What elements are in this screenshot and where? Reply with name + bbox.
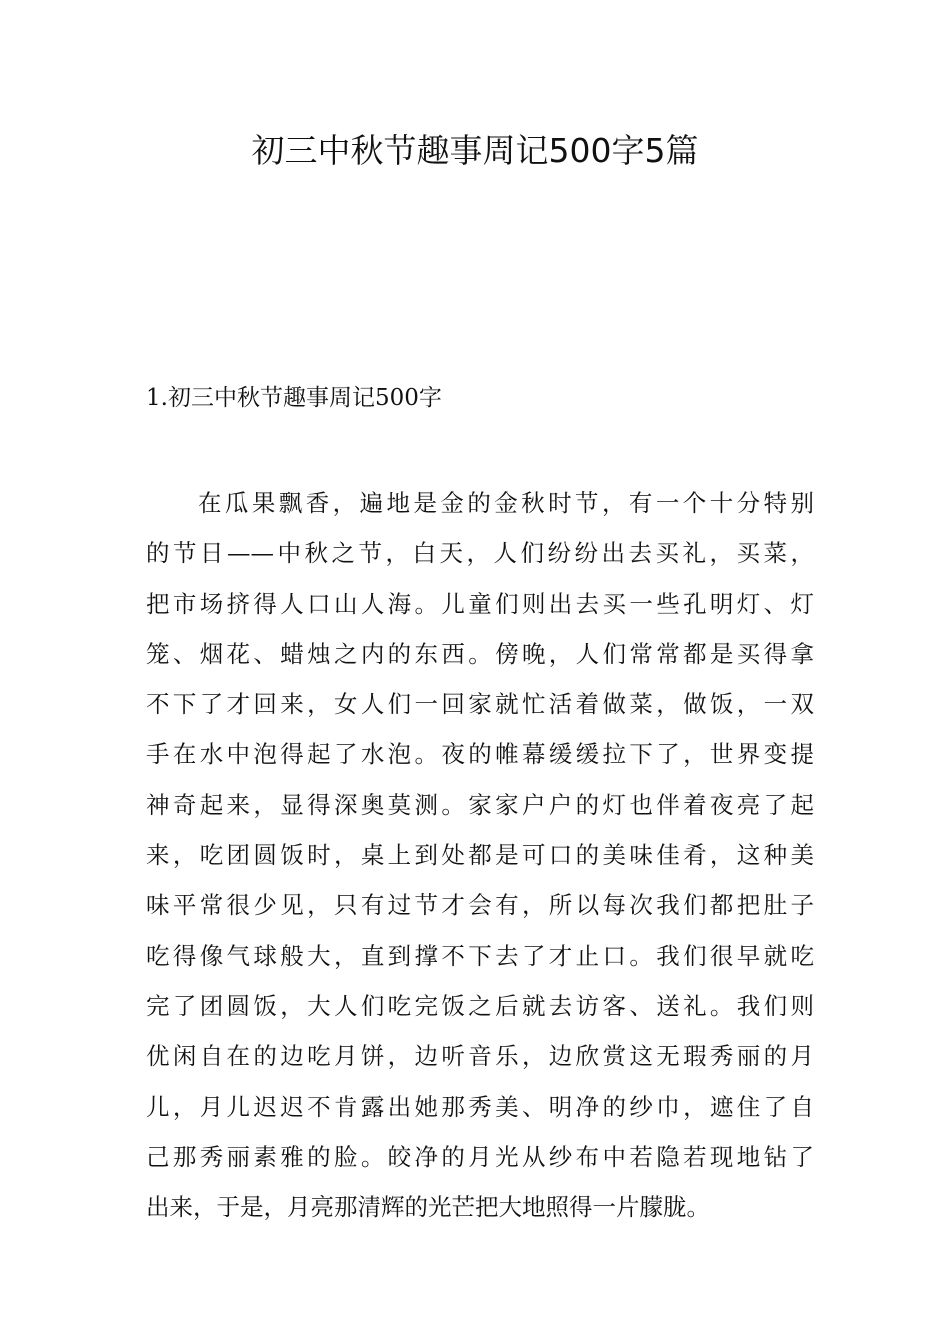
paragraph-line: 味平常很少见，只有过节才会有，所以每次我们都把肚子 <box>146 891 814 920</box>
paragraph-line: 儿，月儿迟迟不肯露出她那秀美、明净的纱巾，遮住了自 <box>146 1092 814 1121</box>
paragraph-line: 出来，于是，月亮那清辉的光芒把大地照得一片朦胧。 <box>146 1193 710 1222</box>
paragraph-line: 的节日——中秋之节，白天，人们纷纷出去买礼，买菜， <box>146 539 814 568</box>
section-heading: 1.初三中秋节趣事周记500字 <box>146 385 442 411</box>
paragraph-line: 来，吃团圆饭时，桌上到处都是可口的美味佳肴，这种美 <box>146 841 814 870</box>
paragraph-line: 神奇起来，显得深奥莫测。家家户户的灯也伴着夜亮了起 <box>146 790 814 819</box>
paragraph-line: 不下了才回来，女人们一回家就忙活着做菜，做饭，一双 <box>146 690 814 719</box>
paragraph-line: 完了团圆饭，大人们吃完饭之后就去访客、送礼。我们则 <box>146 991 814 1020</box>
paragraph-line: 优闲自在的边吃月饼，边听音乐，边欣赏这无瑕秀丽的月 <box>146 1042 814 1071</box>
paragraph-line: 己那秀丽素雅的脸。皎净的月光从纱布中若隐若现地钻了 <box>146 1142 814 1171</box>
paragraph-line: 在瓜果飘香，遍地是金的金秋时节，有一个十分特别 <box>198 489 814 517</box>
paragraph-line: 把市场挤得人口山人海。儿童们则出去买一些孔明灯、灯 <box>146 589 814 618</box>
paragraph-line: 手在水中泡得起了水泡。夜的帷幕缓缓拉下了，世界变提 <box>146 740 814 769</box>
paragraph-line: 笼、烟花、蜡烛之内的东西。傍晚，人们常常都是买得拿 <box>146 639 814 668</box>
document-title: 初三中秋节趣事周记500字5篇 <box>251 131 699 170</box>
paragraph-line: 吃得像气球般大，直到撑不下去了才止口。我们很早就吃 <box>146 941 814 970</box>
body-paragraph <box>146 478 814 1232</box>
